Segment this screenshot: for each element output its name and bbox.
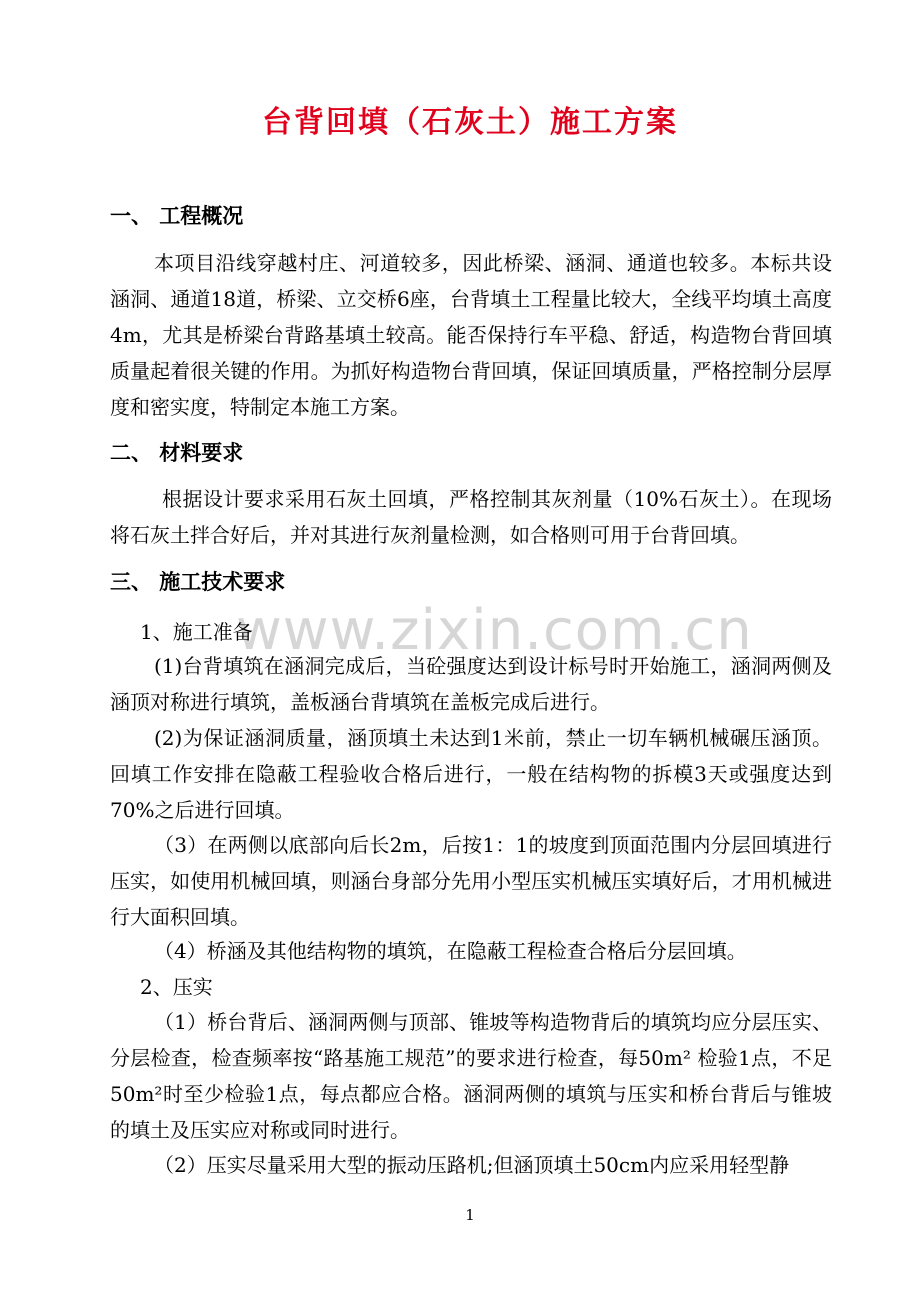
paragraph-overview: 本项目沿线穿越村庄、河道较多，因此桥梁、涵洞、通道也较多。本标共设涵洞、通道18道，桥梁、立交桥6座，台背填土工程量比较大，全线平均填土高度4m，尤其是桥梁台背路基填土较高。能否保持行车平稳、舒适，构造物台背回填质量起着很关键的作用。为抓好构造物台背回填，保证回填质量，严格控制分层厚度和密实度，特制定本施工方案。 — [110, 251, 832, 419]
paragraph-materials: 根据设计要求采用石灰土回填，严格控制其灰剂量（10%石灰土）。在现场将石灰土拌合好后，并对其进行灰剂量检测，如合格则可用于台背回填。 — [110, 487, 832, 547]
paragraph-prep-1: (1)台背填筑在涵洞完成后，当砼强度达到设计标号时开始施工，涵洞两侧及涵顶对称进行填筑，盖板涵台背填筑在盖板完成后进行。 — [110, 654, 832, 714]
paragraph-prep-3: （3）在两侧以底部向后长2m，后按1：1的坡度到顶面范围内分层回填进行压实，如使用机械回填，则涵台身部分先用小型压实机械压实填好后，才用机械进行大面积回填。 — [110, 833, 832, 929]
paragraph-prep-2: (2)为保证涵洞质量，涵顶填土未达到1米前，禁止一切车辆机械碾压涵顶。回填工作安排在隐蔽工程验收合格后进行，一般在结构物的拆模3天或强度达到70%之后进行回填。 — [110, 726, 832, 822]
paragraph-compaction-1: （1）桥台背后、涵洞两侧与顶部、锥坡等构造物背后的填筑均应分层压实、分层检查，检查频率按“路基施工规范”的要求进行检查，每50m² 检验1点，不足50m²时至少检验1点，每点都应合格。涵洞两侧的填筑与压实和桥台背后与锥坡的填土及压实应对称或同时进行。 — [110, 1010, 832, 1142]
document-title: 台背回填（石灰土）施工方案 — [262, 105, 678, 140]
subheading-compaction: 2、压实 — [140, 975, 213, 999]
paragraph-prep-4: （4）桥涵及其他结构物的填筑，在隐蔽工程检查合格后分层回填。 — [154, 939, 747, 963]
section-heading-materials: 二、 材料要求 — [110, 441, 244, 465]
page-number: 1 — [465, 1206, 475, 1224]
section-heading-overview: 一、 工程概况 — [110, 204, 244, 228]
subheading-preparation: 1、施工准备 — [140, 620, 253, 644]
section-heading-construction: 三、 施工技术要求 — [110, 570, 286, 594]
watermark: www.zixin.com.cn — [236, 598, 753, 663]
paragraph-compaction-2: （2）压实尽量采用大型的振动压路机;但涵顶填土50cm内应采用轻型静 — [154, 1153, 790, 1177]
